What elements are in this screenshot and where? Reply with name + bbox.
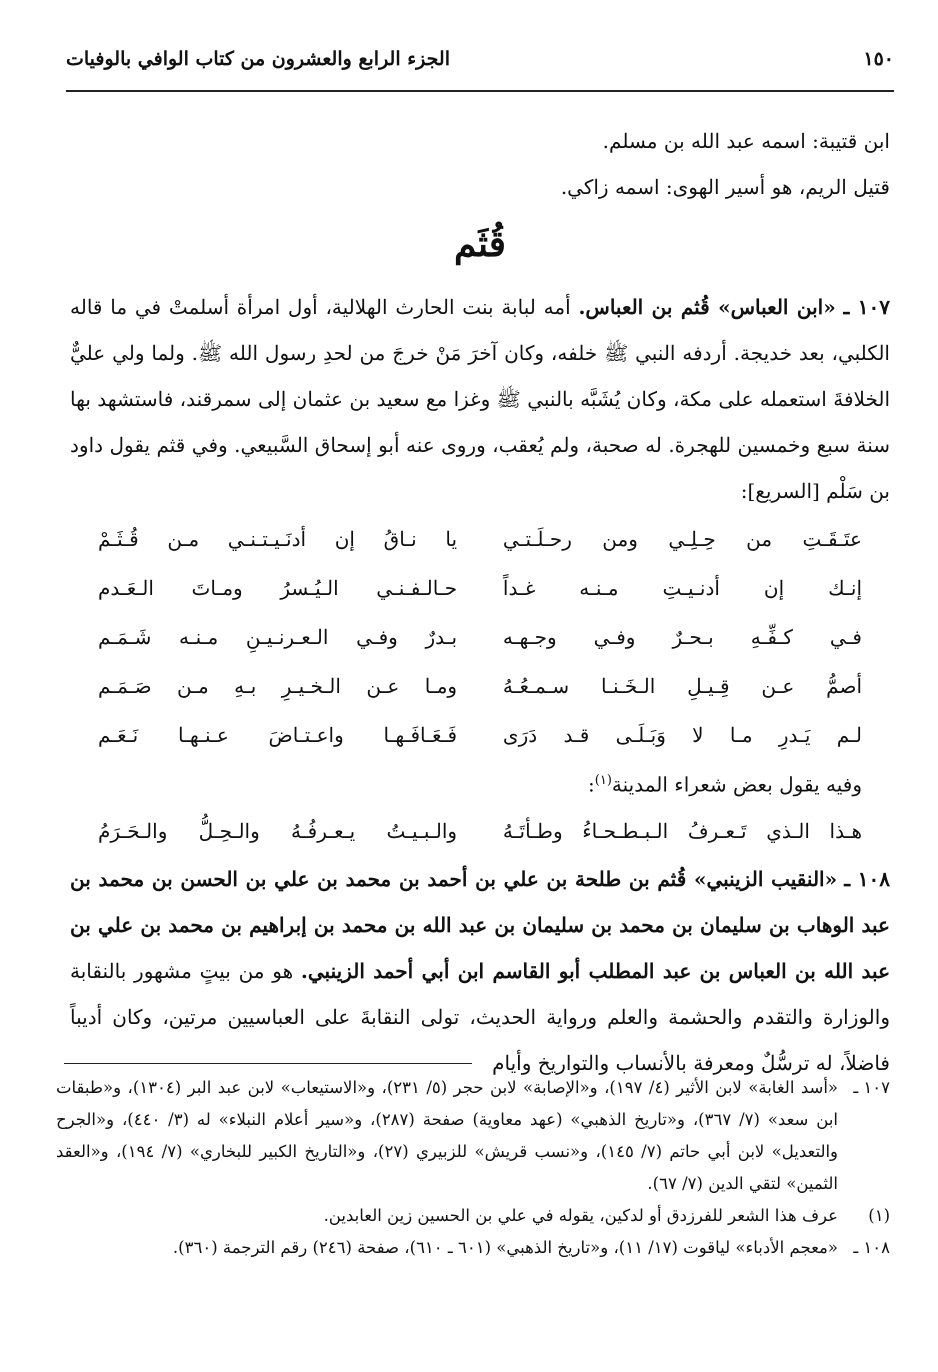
footnote-107 [56,1072,890,1200]
poem-2-verse [70,807,890,856]
entry-107-title: «ابن العباس» قُثم بن العباس. [578,295,836,319]
footnote-number: ١٠٧ ـ [853,1078,890,1097]
text-line-1: ابن قتيبة: اسمه عبد الله بن مسلم. [602,129,890,153]
text-line-2: قتيل الريم، هو أسير الهوى: اسمه زاكي. [560,175,890,199]
verse-line [70,514,890,563]
footnote-number: (١) [868,1206,890,1225]
verse-hemistich-left: يا نـاقُ إن أدنَـيـتـنـي مـن قُـثَـمْ [98,526,458,551]
verse-hemistich-right: فـي كـفِّـهِ بـحـرٌ وفـي وجـهـه [502,624,862,649]
entry-107-text: أمه لبابة بنت الحارث الهلالية، أول امرأة أسلمتْ في ما قاله الكلبي، بعد خديجة. أردفه النبي ﷺ خلفه، وكان آخرَ مَنْ خرجَ من لحدِ رسول الله ﷺ. ولما ولي عليٌّ الخلافةَ استعمله على مكة، وكان يُشَبَّه بالنبي ﷺ وغزا مع سعيد بن عثمان إلى سمرقند، فاستشهد بها سنة سبع وخمسين للهجرة. له صحبة، ولم يُعقب، وروى عنه أبو إسحاق السَّبيعي. وفي قثم يقول داود بن سَلْم [السريع]: [70,295,890,503]
verse-hemistich-left: حـالـفـنـي الـيُـسرُ ومـاتَ الـعَـدم [98,575,458,600]
verse-line [70,661,890,710]
page-header [66,48,894,70]
footnote-rule [64,1063,472,1064]
verse-hemistich-right: أصمُّ عـن قِـيـلِ الـخَـنـا سـمـعُـهُ [502,673,862,698]
verse-line [70,563,890,612]
footnote-108 [56,1232,890,1264]
entry-108-title: «النقيب الزينبي» قُثم بن طلحة بن علي بن أحمد بن محمد بن علي بن الحسن بن محمد بن عبد الوهاب بن سليمان بن محمد بن سليمان بن عبد الله بن محمد بن إبراهيم بن محمد بن علي بن عبد الله بن العباس بن عبد المطلب أبو القاسم ابن أبي أحمد الزينبي. [70,866,890,983]
entry-108-number: ١٠٨ ـ [844,866,891,891]
verse-hemistich-left: فَـعَـافَـهـا واعـتـاضَ عـنـهـا نَـعَـم [98,722,458,747]
verse-intro-end: : [588,772,595,797]
verse-line [70,612,890,661]
verse-line [70,710,890,759]
footnote-1 [56,1200,890,1232]
page-number: ١٥٠ [863,48,894,70]
entry-108 [70,856,890,1086]
header-rule [66,90,894,92]
verse-hemistich-left: ومـا عـن الـخـيـرِ بـهِ مـن صَـمَـم [98,673,458,698]
verse-hemistich-right: لـم يَـدرِ مـا لا وَبَـلَـى قـد دَرَى [502,722,862,747]
verse-intro-text: وفيه يقول بعض شعراء المدينة [611,772,862,797]
entry-108-text: هو من بيتٍ مشهور بالنقابة والوزارة والتقدم والحشمة والعلم ورواية الحديث، تولى النقابةَ على العباسيين مرتين، وكان أديباً فاضلاً، له ترسُّلٌ ومعرفة بالأنساب والتواريخ وأيام [70,958,890,1075]
entry-107 [70,284,890,514]
verse-intro [70,759,890,807]
footnote-marker: (١) [594,773,612,788]
entry-107-number: ١٠٧ ـ [843,295,891,319]
footnote-text: عرف هذا الشعر للفرزدق أو لدكين، يقوله في علي بن الحسين زين العابدين. [323,1206,838,1225]
footnotes [56,1072,890,1264]
running-title: الجزء الرابع والعشرون من كتاب الوافي بالوفيات [66,48,450,70]
verse-hemistich-left: بـدرٌ وفـي الـعـرنـيـنِ مـنـه شَـمَـم [98,624,458,649]
poem-1 [70,514,890,759]
verse-hemistich-right: هـذا الـذي تَـعـرفُ الـبـطـحـاءُ وطـأتَـهُ [502,819,862,844]
verse-hemistich-right: عتَـقَـتِ من حِـلِـي ومن رحـلَـتـي [502,526,862,551]
main-text [70,118,890,1086]
footnote-text: «أسد الغابة» لابن الأثير (٤/ ١٩٧)، و«الإصابة» لابن حجر (٥/ ٢٣١)، و«الاستيعاب» لابن عبد البر (١٣٠٤)، و«طبقات ابن سعد» (٧/ ٣٦٧)، و«تاريخ الذهبي» (عهد معاوية) صفحة (٢٨٧)، و«سير أعلام النبلاء» له (٣/ ٤٤٠)، و«الجرح والتعديل» لابن أبي حاتم (٧/ ١٤٥)، و«نسب قريش» للزبيري (٢٧)، و«التاريخ الكبير للبخاري» (٧/ ١٩٤)، و«العقد الثمين» لتقي الدين (٧/ ٦٧). [56,1078,839,1193]
footnote-text: «معجم الأدباء» لياقوت (١٧/ ١١)، و«تاريخ الذهبي» (٦٠١ ـ ٦١٠)، صفحة (٢٤٦) رقم الترجمة (٣٦٠). [172,1238,838,1257]
section-heading: قُثَم [453,223,507,265]
verse-hemistich-left: والـبـيـتُ يـعـرفُـهُ والـحِـلُّ والـحَـرَمُ [98,819,458,844]
verse-hemistich-right: إنـك إن أدنـيـتِ مـنـه غـداً [502,575,862,600]
footnote-number: ١٠٨ ـ [853,1238,890,1257]
